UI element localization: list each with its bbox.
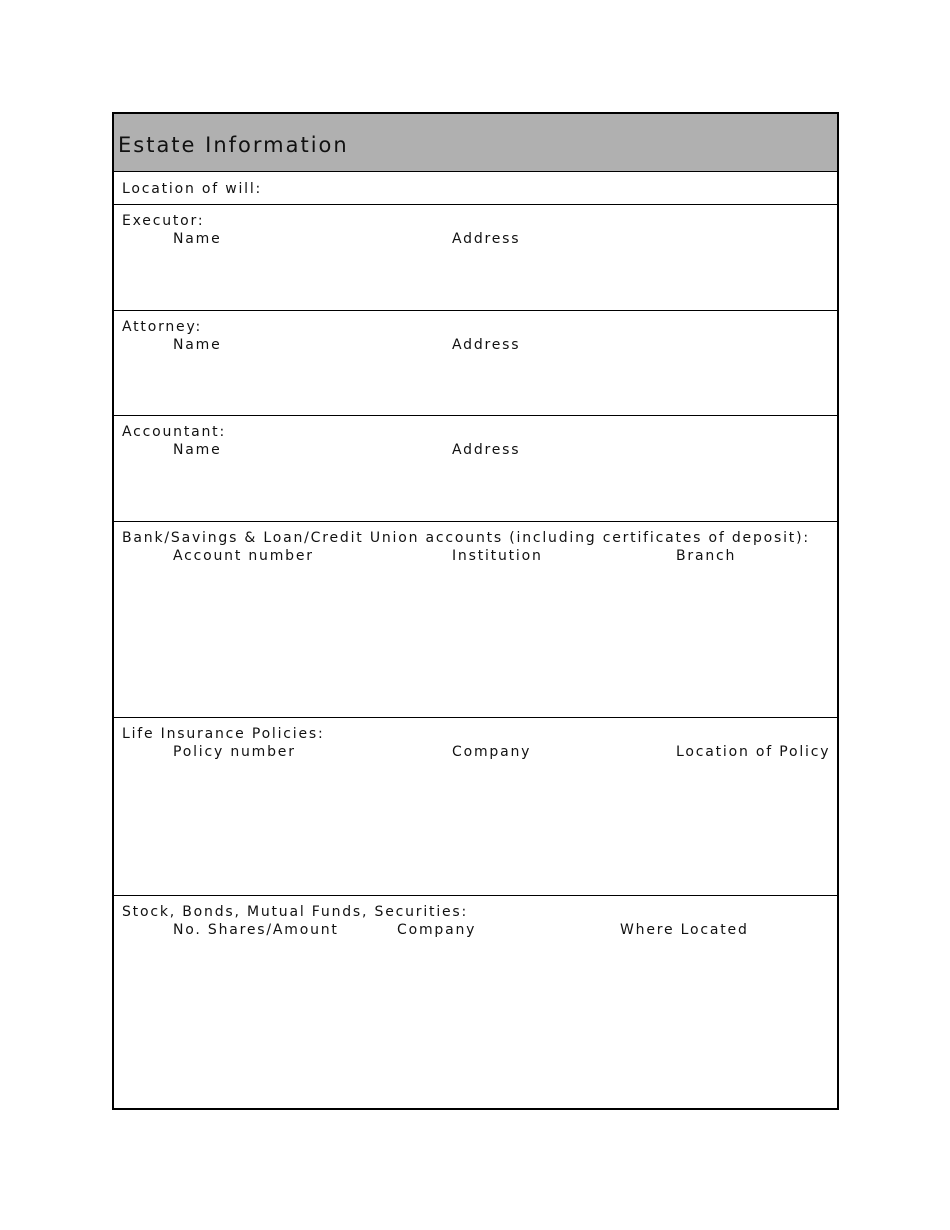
bank-accounts-label: Bank/Savings & Loan/Credit Union accounts (including certificates of deposit): [122,530,810,546]
securities-label: Stock, Bonds, Mutual Funds, Securities: [122,904,469,920]
accountant-label: Accountant: [122,424,226,440]
attorney-section[interactable] [114,311,837,416]
location-of-policy-column: Location of Policy [676,744,831,760]
executor-label: Executor: [122,213,205,229]
life-insurance-section[interactable] [114,718,837,896]
location-of-will-label: Location of will: [122,181,263,197]
bank-institution-column: Institution [452,548,543,564]
attorney-name-column: Name [173,337,222,353]
policy-company-column: Company [452,744,532,760]
accountant-section[interactable] [114,416,837,522]
securities-company-column: Company [397,922,477,938]
accountant-address-column: Address [452,442,521,458]
executor-address-column: Address [452,231,521,247]
estate-information-form [112,112,839,1110]
securities-section[interactable] [114,896,837,1108]
bank-branch-column: Branch [676,548,737,564]
accountant-name-column: Name [173,442,222,458]
form-header [114,114,837,172]
shares-amount-column: No. Shares/Amount [173,922,339,938]
life-insurance-label: Life Insurance Policies: [122,726,325,742]
form-title: Estate Information [118,133,349,157]
location-of-will-section[interactable] [114,172,837,205]
attorney-address-column: Address [452,337,521,353]
bank-account-number-column: Account number [173,548,314,564]
executor-section[interactable] [114,205,837,311]
policy-number-column: Policy number [173,744,296,760]
bank-accounts-section[interactable] [114,522,837,718]
executor-name-column: Name [173,231,222,247]
attorney-label: Attorney: [122,319,203,335]
where-located-column: Where Located [620,922,749,938]
